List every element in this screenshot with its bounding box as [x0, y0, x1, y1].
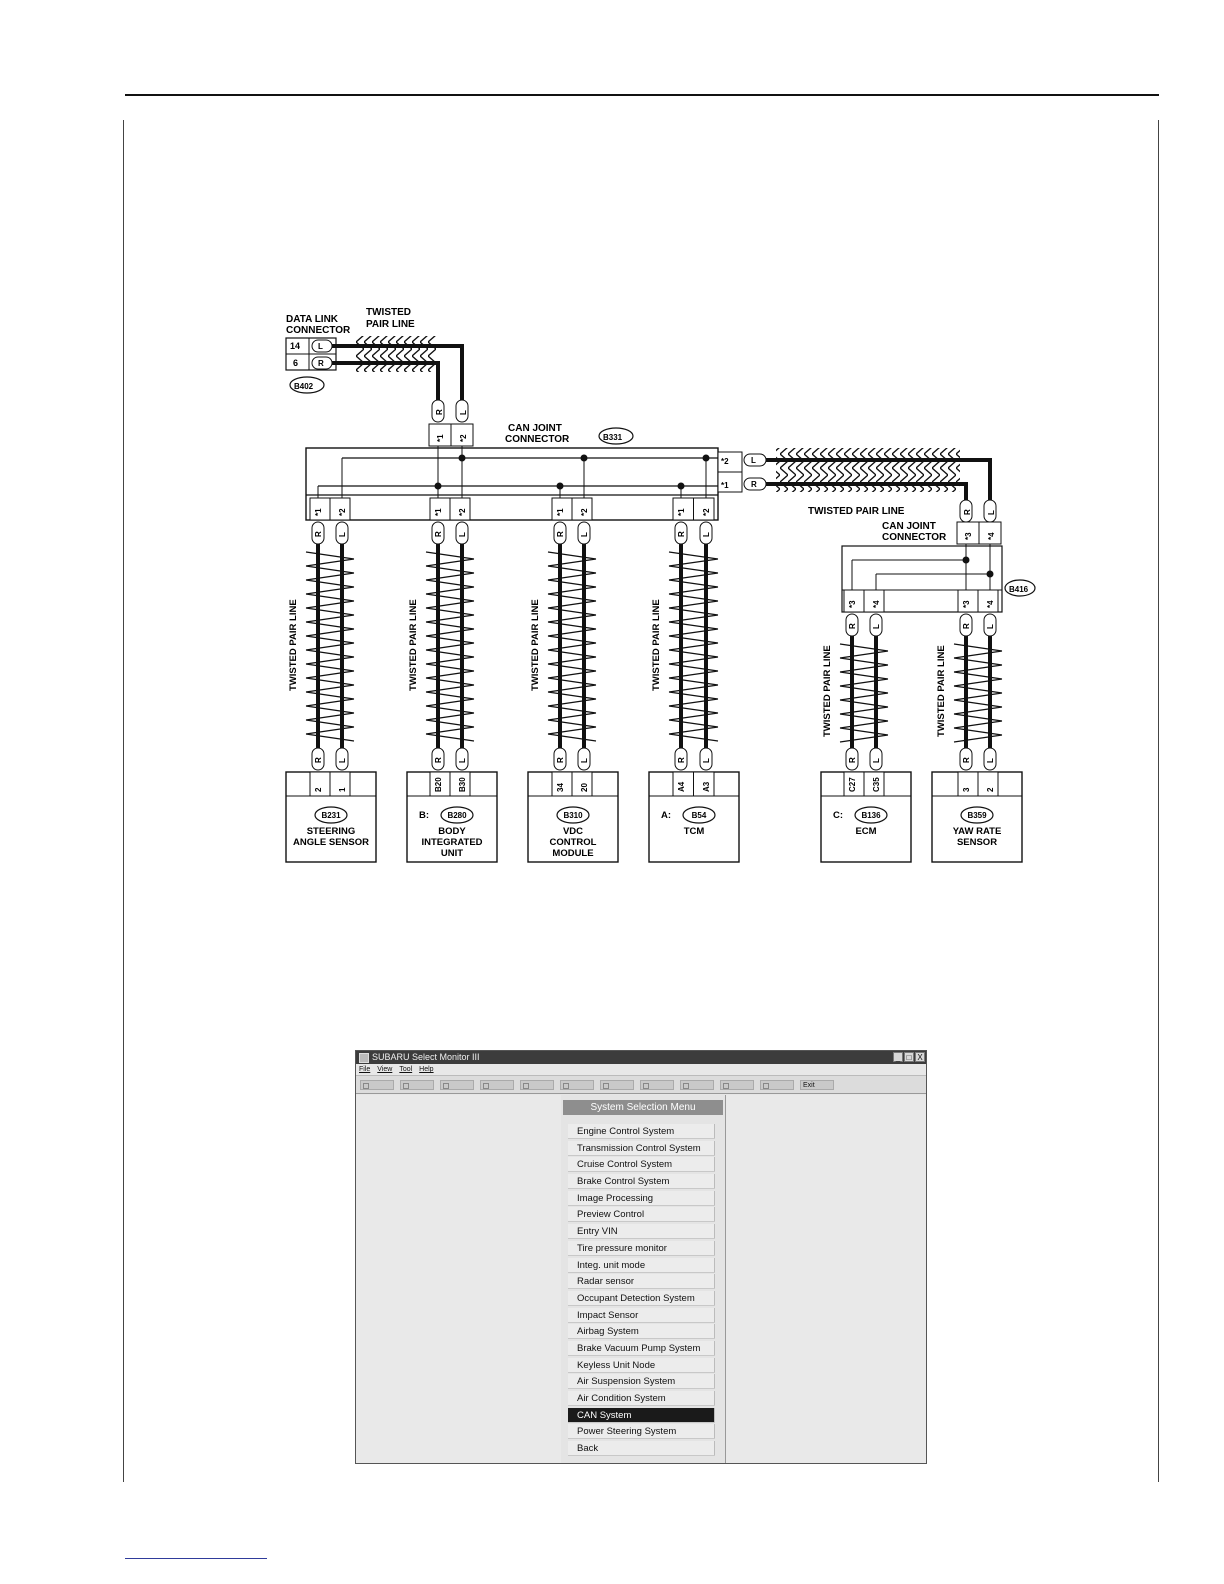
module-pin-l: C35: [872, 777, 881, 792]
module-id: B54: [691, 811, 707, 820]
branch-wire-l-bottom: L: [872, 758, 881, 763]
menu-file[interactable]: File: [359, 1066, 371, 1073]
twisted-pair-label: TWISTED PAIR LINE: [530, 599, 541, 691]
branch-star-b: *2: [580, 508, 589, 516]
menu-item[interactable]: CAN System: [568, 1408, 715, 1423]
b416-top-star4: *4: [987, 532, 996, 540]
twisted-pair-coil: [548, 552, 596, 741]
twisted-pair-label: TWISTED PAIR LINE: [288, 599, 299, 691]
branch-wire-r-top: R: [556, 531, 565, 537]
menu-item[interactable]: Airbag System: [568, 1324, 715, 1339]
module-pin-r: 3: [962, 787, 971, 792]
branch-star-a: *3: [962, 600, 971, 608]
right-margin-rule: [1158, 120, 1159, 1482]
module-name: ANGLE SENSOR: [292, 837, 370, 848]
module-name: UNIT: [440, 848, 464, 859]
left-pane: [356, 1095, 562, 1463]
can-joint-1-line2: CONNECTOR: [505, 434, 570, 445]
menu-item[interactable]: Power Steering System: [568, 1424, 715, 1439]
dlc-title-2: CONNECTOR: [286, 325, 351, 336]
b331-right-r: R: [751, 480, 757, 489]
b331-top-l: L: [459, 410, 468, 415]
module-pin-r: 34: [556, 783, 565, 792]
module-pin-l: 1: [338, 787, 347, 792]
branch-star-b: *4: [986, 600, 995, 608]
module-id: B310: [563, 811, 583, 820]
menu-item[interactable]: Impact Sensor: [568, 1308, 715, 1323]
branch-wire-r-bottom: R: [848, 757, 857, 763]
module-pin-l: A3: [702, 781, 711, 792]
can-wiring-diagram: [276, 300, 1036, 870]
b331-top-r: R: [435, 409, 444, 415]
twisted-top-1: TWISTED: [366, 307, 411, 318]
branch-wire-l-top: L: [338, 532, 347, 537]
twisted-pair-label: TWISTED PAIR LINE: [408, 599, 419, 691]
app-icon: [359, 1053, 369, 1063]
branch-wire-l-top: L: [986, 624, 995, 629]
toolbar-button[interactable]: [720, 1080, 754, 1090]
menu-help[interactable]: Help: [419, 1066, 434, 1073]
twisted-pair-label: TWISTED PAIR LINE: [651, 599, 662, 691]
menu-item[interactable]: Air Suspension System: [568, 1374, 715, 1389]
branch-wire-r-bottom: R: [434, 757, 443, 763]
module-name: YAW RATE: [952, 826, 1002, 837]
can-joint-1-line1: CAN JOINT: [508, 423, 562, 434]
branch-star-b: *2: [338, 508, 347, 516]
system-list: [561, 1124, 725, 1456]
menu-item[interactable]: Engine Control System: [568, 1124, 715, 1139]
menu-tool[interactable]: Tool: [399, 1066, 413, 1073]
select-monitor-window: [355, 1050, 927, 1464]
module-name: BODY: [438, 826, 466, 837]
data-link-connector: [286, 314, 351, 393]
b331-top-star1: *1: [436, 434, 445, 442]
branch-wire-r-top: R: [434, 531, 443, 537]
twisted-pair-coil: [426, 552, 474, 741]
minimize-button[interactable]: _: [893, 1052, 903, 1062]
twisted-pair-coil: [954, 644, 1002, 742]
branch-star-a: *1: [556, 508, 565, 516]
module-prefix: A:: [661, 810, 672, 821]
toolbar-button[interactable]: [520, 1080, 554, 1090]
branch-star-a: *1: [434, 508, 443, 516]
menubar: [356, 1064, 926, 1075]
menu-item[interactable]: Transmission Control System: [568, 1141, 715, 1156]
branch-wire-l-top: L: [702, 532, 711, 537]
toolbar-button[interactable]: [400, 1080, 434, 1090]
module-name: SENSOR: [956, 837, 998, 848]
b331-top-star2: *2: [459, 434, 468, 442]
menu-item[interactable]: Brake Control System: [568, 1174, 715, 1189]
dlc-wire-r: R: [318, 359, 324, 368]
module-name: TCM: [683, 826, 705, 837]
branch-star-b: *2: [458, 508, 467, 516]
module-pin-r: A4: [677, 781, 686, 792]
branch-wire-l-top: L: [458, 532, 467, 537]
branch-star-a: *1: [314, 508, 323, 516]
menu-item[interactable]: Radar sensor: [568, 1274, 715, 1289]
branch-wire-r-bottom: R: [962, 757, 971, 763]
branch-wire-r-top: R: [962, 623, 971, 629]
menu-view[interactable]: View: [377, 1066, 393, 1073]
toolbar-button[interactable]: [600, 1080, 634, 1090]
module-name: VDC: [562, 826, 584, 837]
branch-wire-r-top: R: [314, 531, 323, 537]
menu-item[interactable]: Back: [568, 1441, 715, 1456]
branch-wire-l-top: L: [580, 532, 589, 537]
menu-item[interactable]: Keyless Unit Node: [568, 1358, 715, 1373]
branch-wire-r-top: R: [677, 531, 686, 537]
panel-title: System Selection Menu: [563, 1100, 723, 1115]
menu-item[interactable]: Cruise Control System: [568, 1157, 715, 1172]
branch-wire-r-bottom: R: [677, 757, 686, 763]
toolbar-button[interactable]: [640, 1080, 674, 1090]
menu-item[interactable]: Entry VIN: [568, 1224, 715, 1239]
menu-item[interactable]: Air Condition System: [568, 1391, 715, 1406]
module-prefix: C:: [833, 810, 844, 821]
module-id: B359: [967, 811, 987, 820]
window-titlebar: [356, 1051, 926, 1064]
module-name: STEERING: [306, 826, 356, 837]
window-title: SUBARU Select Monitor III: [372, 1052, 480, 1062]
branch-wire-l-bottom: L: [458, 758, 467, 763]
branch-star-a: *1: [677, 508, 686, 516]
right-pane: [725, 1095, 926, 1463]
close-button[interactable]: X: [915, 1052, 925, 1062]
branch-wire-l-top: L: [872, 624, 881, 629]
module-name: MODULE: [552, 848, 594, 859]
b416-top-star3: *3: [964, 532, 973, 540]
branch-star-a: *3: [848, 600, 857, 608]
twisted-pair-label: TWISTED PAIR LINE: [936, 645, 947, 737]
toolbar-button[interactable]: [440, 1080, 474, 1090]
toolbar: [356, 1075, 926, 1094]
module-id: B280: [447, 811, 467, 820]
module-id: B136: [861, 811, 881, 820]
menu-item[interactable]: Integ. unit mode: [568, 1258, 715, 1273]
maximize-button[interactable]: □: [904, 1052, 914, 1062]
b331-right-l: L: [751, 456, 756, 465]
toolbar-button[interactable]: [680, 1080, 714, 1090]
branch-star-b: *2: [702, 508, 711, 516]
menu-item[interactable]: Brake Vacuum Pump System: [568, 1341, 715, 1356]
module-pin-r: 2: [314, 787, 323, 792]
toolbar-button[interactable]: [480, 1080, 514, 1090]
b416-top-l: L: [987, 510, 996, 515]
menu-item[interactable]: Preview Control: [568, 1207, 715, 1222]
module-pin-l: 20: [580, 783, 589, 792]
menu-item[interactable]: Occupant Detection System: [568, 1291, 715, 1306]
branch-wire-r-top: R: [848, 623, 857, 629]
branch-wire-r-bottom: R: [556, 757, 565, 763]
branch-star-b: *4: [872, 600, 881, 608]
dlc-wire-l: L: [318, 342, 323, 351]
menu-item[interactable]: Tire pressure monitor: [568, 1241, 715, 1256]
can-joint-1-id: B331: [603, 433, 623, 442]
module-name: INTEGRATED: [421, 837, 483, 848]
can-joint-2-id: B416: [1009, 585, 1029, 594]
can-joint-2-line2: CONNECTOR: [882, 532, 947, 543]
branch-wire-l-bottom: L: [338, 758, 347, 763]
module-prefix: B:: [419, 810, 430, 821]
exit-button[interactable]: Exit: [800, 1080, 834, 1090]
toolbar-button[interactable]: [760, 1080, 794, 1090]
can-joint-2-line1: CAN JOINT: [882, 521, 936, 532]
b331-right-star2: *2: [721, 457, 729, 466]
branch-wire-l-bottom: L: [702, 758, 711, 763]
branch-wire-l-bottom: L: [986, 758, 995, 763]
twisted-top-2: PAIR LINE: [366, 319, 415, 330]
module-pin-r: C27: [848, 777, 857, 792]
dlc-id: B402: [294, 382, 314, 391]
dlc-pin-14: 14: [290, 341, 301, 351]
module-pin-l: 2: [986, 787, 995, 792]
twisted-right-label: TWISTED PAIR LINE: [808, 506, 905, 517]
system-selection-panel: [561, 1095, 725, 1463]
branch-wire-r-bottom: R: [314, 757, 323, 763]
module-name: ECM: [855, 826, 877, 837]
toolbar-button[interactable]: [560, 1080, 594, 1090]
module-pin-r: B20: [434, 777, 443, 792]
module-id: B231: [321, 811, 341, 820]
footer-link-underline: [125, 1558, 267, 1559]
toolbar-button[interactable]: [360, 1080, 394, 1090]
main-content: [356, 1095, 926, 1463]
module-name: CONTROL: [549, 837, 597, 848]
header-rule: [125, 94, 1159, 96]
twisted-pair-label: TWISTED PAIR LINE: [822, 645, 833, 737]
dlc-title-1: DATA LINK: [286, 314, 339, 325]
twisted-pair-coil: [306, 552, 354, 741]
branch-wire-l-bottom: L: [580, 758, 589, 763]
menu-item[interactable]: Image Processing: [568, 1191, 715, 1206]
b331-right-star1: *1: [721, 481, 729, 490]
twisted-pair-coil: [840, 644, 888, 742]
twisted-pair-coil: [669, 552, 718, 741]
dlc-pin-6: 6: [293, 358, 299, 368]
b416-top-r: R: [963, 509, 972, 515]
left-margin-rule: [123, 120, 124, 1482]
module-pin-l: B30: [458, 777, 467, 792]
